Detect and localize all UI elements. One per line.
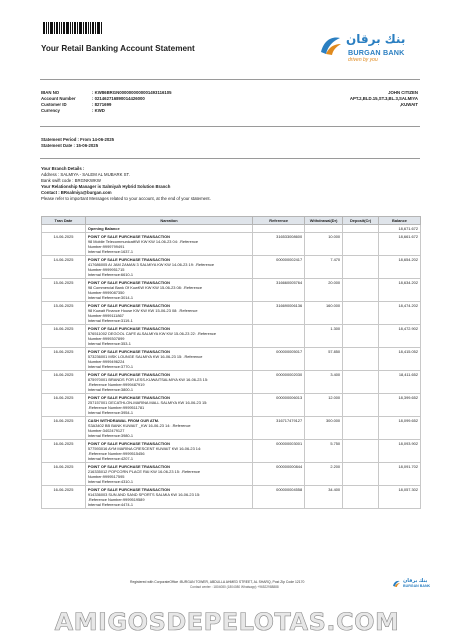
col-header-deposit: Deposit(Cr) bbox=[343, 217, 379, 225]
cell-date: 14-06-2025 bbox=[42, 233, 86, 256]
cell-narration bbox=[85, 279, 252, 302]
narration-title: POINT OF SALE PURCHASE TRANSACTION bbox=[87, 464, 170, 469]
cell-narration bbox=[85, 348, 252, 371]
narration-line: 875970001 BRANDS FOR LESS-KUWAITSALMIYA KW 16-06-23 15: bbox=[87, 377, 209, 382]
table-row bbox=[42, 440, 421, 463]
cell-withdrawal: 300.000 bbox=[305, 417, 343, 440]
cell-narration bbox=[85, 256, 252, 279]
table-row bbox=[42, 279, 421, 302]
narration-line: 98 Commercial Bank Of KuwKW KW KW 15-06-23 08: .Reference bbox=[87, 285, 203, 290]
cell-narration bbox=[85, 302, 252, 325]
cell-withdrawal: 34.400 bbox=[305, 486, 343, 509]
narration-line: Number:9999951715 bbox=[87, 267, 125, 272]
narration-line: Number:9999517595 bbox=[87, 474, 125, 479]
cell-withdrawal: 12.000 bbox=[305, 394, 343, 417]
narration-line: .Reference Number:9999519589 bbox=[87, 497, 145, 502]
cell-deposit bbox=[343, 394, 379, 417]
cell-deposit bbox=[343, 325, 379, 348]
narration-title: POINT OF SALE PURCHASE TRANSACTION bbox=[87, 372, 170, 377]
narration-line: 216335012 POPCORN PLACE RAI KW 16-06-23 15: .Reference bbox=[87, 469, 201, 474]
cell-withdrawal: 5.750 bbox=[305, 440, 343, 463]
barcode-bar bbox=[95, 22, 96, 34]
barcode-bar bbox=[79, 22, 82, 34]
cell-date: 16-06-2025 bbox=[42, 394, 86, 417]
cell-withdrawal: 3.400 bbox=[305, 371, 343, 394]
cell-reference: 000000002417 bbox=[253, 256, 305, 279]
iban-value: : KW86BRGN0000000000001493116105 bbox=[92, 90, 172, 95]
cell-date: 14-06-2025 bbox=[42, 256, 86, 279]
narration-line: S3A3402 BB BANK KUWAIT _KW 16-06-23 14: .Reference bbox=[87, 423, 191, 428]
barcode-bar bbox=[83, 22, 84, 34]
footer-registration: Registered with CorporateOffice :BURGAN TOWER, ABDULLA AHMED STREET, AL SHARQ, Post Zip Code 12170 bbox=[130, 580, 305, 584]
cell-deposit bbox=[343, 463, 379, 486]
barcode-bar bbox=[54, 22, 55, 34]
cell-withdrawal: 57.850 bbox=[305, 348, 343, 371]
narration-title: POINT OF SALE PURCHASE TRANSACTION bbox=[87, 349, 170, 354]
barcode-bar bbox=[70, 22, 71, 34]
cell-reference: 000000006013 bbox=[253, 394, 305, 417]
period-divider bbox=[40, 158, 420, 159]
narration-line: 417686005 AI JAM ZAMAN 3 SALMIYA KW KW 14-06-23 19: .Reference bbox=[87, 262, 215, 267]
branch-contact: Contact : BRsalmiya@burgan.com bbox=[41, 190, 112, 195]
barcode-bar bbox=[90, 22, 91, 34]
barcode-bar bbox=[101, 22, 102, 34]
customer-id-value: : 8271699 bbox=[92, 102, 112, 107]
narration-title: CASH WITHDRAWAL FROM OUR ATM. bbox=[87, 418, 160, 423]
cell-balance: 18,057.302 bbox=[379, 486, 421, 509]
narration-line: Internal Reference:3800-1 bbox=[87, 387, 134, 392]
narration-line: 576511002 DEGOOL CAFE ALSALMIYA KW KW 15-06-23 22: .Reference bbox=[87, 331, 217, 336]
narration-line: Internal Reference:3119-1 bbox=[87, 318, 133, 323]
branch-heading: Your Branch Details : bbox=[41, 166, 85, 171]
account-number-value: : 021462716890014426000 bbox=[92, 96, 145, 101]
footer-contact: Contact center : 1804080 (1804080 Whatsapp) +96522988888 bbox=[190, 585, 279, 589]
barcode-bar bbox=[77, 22, 78, 34]
col-header-date: Tran Date bbox=[42, 217, 86, 225]
cell-balance: 18,472.902 bbox=[379, 325, 421, 348]
cell-date: 16-06-2025 bbox=[42, 325, 86, 348]
narration-line: Number:3402479127 bbox=[87, 428, 125, 433]
narration-line: .Reference Number:9999515456 bbox=[87, 451, 145, 456]
holder-name: JOHN CITIZEN bbox=[388, 90, 418, 95]
bank-logo bbox=[318, 30, 423, 72]
barcode bbox=[43, 22, 103, 34]
barcode-bar bbox=[50, 22, 53, 34]
narration-line: Number:9999307899 bbox=[87, 336, 125, 341]
col-header-reference: Reference bbox=[253, 217, 305, 225]
cell-withdrawal: 10.000 bbox=[305, 233, 343, 256]
cell-narration bbox=[85, 417, 252, 440]
cell-date: 16-06-2025 bbox=[42, 348, 86, 371]
narration-title: POINT OF SALE PURCHASE TRANSACTION bbox=[87, 257, 170, 262]
narration-line: .Reference Number:9999511781 bbox=[87, 405, 145, 410]
narration-line: Internal Reference:3980-1 bbox=[87, 433, 134, 438]
table-row bbox=[42, 486, 421, 509]
table-row bbox=[42, 394, 421, 417]
cell-withdrawal: 2.200 bbox=[305, 463, 343, 486]
cell-reference: 316690006136 bbox=[253, 302, 305, 325]
cell-reference bbox=[253, 325, 305, 348]
cell-withdrawal: 7.470 bbox=[305, 256, 343, 279]
table-row bbox=[42, 371, 421, 394]
barcode-bar bbox=[97, 22, 100, 34]
narration-line: Number:9999087350 bbox=[87, 290, 125, 295]
table-row bbox=[42, 225, 421, 233]
holder-address-line-1: APT.2,BLD.15,ST.3,BL.3,SALMIYA bbox=[349, 96, 418, 101]
cell-withdrawal: 1.300 bbox=[305, 325, 343, 348]
cell-deposit bbox=[343, 233, 379, 256]
cell-deposit bbox=[343, 486, 379, 509]
cell-balance: 18,474.202 bbox=[379, 302, 421, 325]
cell-narration bbox=[85, 325, 252, 348]
col-header-withdrawal: Withdrawal(Dr) bbox=[305, 217, 343, 225]
barcode-bar bbox=[88, 22, 89, 34]
cell-date: 16-06-2025 bbox=[42, 440, 86, 463]
narration-line: 98 Kuwait Finance House KW KW KW 15-06-23 08: .Reference bbox=[87, 308, 198, 313]
barcode-bar bbox=[74, 22, 76, 34]
footer bbox=[130, 580, 430, 594]
footer-logo-mark-icon bbox=[392, 579, 401, 588]
table-row bbox=[42, 463, 421, 486]
narration-line: Number:9999111867 bbox=[87, 313, 124, 318]
burgan-logo-mark-icon bbox=[318, 32, 344, 58]
narration-line: 573236001 MSK LOUNGE SALMIYA KW 16-06-23 15: .Reference bbox=[87, 354, 203, 359]
bank-tagline: driven by you bbox=[348, 57, 378, 63]
cell-deposit bbox=[343, 417, 379, 440]
important-note: Please refer to important Messages related to your account, at the end of your statement. bbox=[41, 196, 211, 201]
barcode-bar bbox=[43, 22, 45, 34]
narration-line: Number:9999799491 bbox=[87, 244, 125, 249]
cell-reference: 316660005764 bbox=[253, 279, 305, 302]
barcode-bar bbox=[59, 22, 60, 34]
cell-date: 16-06-2025 bbox=[42, 463, 86, 486]
bank-name-english: BURGAN BANK bbox=[348, 48, 405, 57]
table-row bbox=[42, 348, 421, 371]
cell-date: 16-06-2025 bbox=[42, 486, 86, 509]
statement-title: Your Retail Banking Account Statement bbox=[41, 44, 195, 53]
barcode-bar bbox=[56, 22, 58, 34]
narration-line: Internal Reference:3770-1 bbox=[87, 364, 134, 369]
narration-line: Internal Reference:4474-1 bbox=[87, 502, 134, 507]
narration-line: 577593016 AYM MARINA CRESCENT KUWAIT KW 16-06-23 14: bbox=[87, 446, 202, 451]
barcode-bar bbox=[85, 22, 87, 34]
cell-balance: 18,099.652 bbox=[379, 417, 421, 440]
cell-narration bbox=[85, 225, 252, 233]
cell-balance: 18,399.652 bbox=[379, 394, 421, 417]
table-row bbox=[42, 233, 421, 256]
barcode-bar bbox=[72, 22, 73, 34]
cell-balance: 18,411.652 bbox=[379, 371, 421, 394]
customer-id-label: Customer ID bbox=[41, 102, 67, 107]
barcode-bar bbox=[92, 22, 94, 34]
cell-deposit bbox=[343, 225, 379, 233]
cell-date: 15-06-2025 bbox=[42, 302, 86, 325]
cell-reference bbox=[253, 225, 305, 233]
iban-label: IBAN NO bbox=[41, 90, 60, 95]
header-divider bbox=[40, 79, 420, 80]
cell-balance: 18,415.052 bbox=[379, 348, 421, 371]
cell-balance: 18,634.202 bbox=[379, 279, 421, 302]
narration-line: Number:9999496224 bbox=[87, 359, 125, 364]
narration-line: Internal Reference:3014-1 bbox=[87, 295, 134, 300]
cell-reference: 000000000844 bbox=[253, 463, 305, 486]
cell-deposit bbox=[343, 256, 379, 279]
table-header-row bbox=[42, 217, 421, 225]
narration-line: .Reference Number:9999487919 bbox=[87, 382, 145, 387]
cell-date bbox=[42, 225, 86, 233]
statement-period: Statement Period : From 14-06-2025 bbox=[41, 137, 115, 142]
barcode-bar bbox=[48, 22, 49, 34]
barcode-bar bbox=[63, 22, 65, 34]
cell-balance: 18,093.902 bbox=[379, 440, 421, 463]
watermark: AMIGOSDEPELOTAS.COM bbox=[54, 608, 400, 636]
barcode-bar bbox=[46, 22, 47, 34]
table-row bbox=[42, 256, 421, 279]
cell-narration bbox=[85, 440, 252, 463]
cell-balance: 18,654.202 bbox=[379, 256, 421, 279]
barcode-bar bbox=[66, 22, 69, 34]
narration-line: Internal Reference:4310-1 bbox=[87, 479, 134, 484]
narration-title: POINT OF SALE PURCHASE TRANSACTION bbox=[87, 326, 170, 331]
narration-line: 98 Mobile TelecommunicatKW KW KW 14-06-23 04: .Reference bbox=[87, 239, 199, 244]
cell-withdrawal bbox=[305, 225, 343, 233]
cell-reference: 000000002030 bbox=[253, 371, 305, 394]
narration-title: POINT OF SALE PURCHASE TRANSACTION bbox=[87, 395, 170, 400]
narration-line: Internal Reference:353-1 bbox=[87, 341, 131, 346]
branch-swift: Bank swift code : BRGNKWKW bbox=[41, 178, 101, 183]
narration-title: POINT OF SALE PURCHASE TRANSACTION bbox=[87, 441, 170, 446]
narration-title: POINT OF SALE PURCHASE TRANSACTION bbox=[87, 487, 170, 492]
narration-title: Opening Balance bbox=[87, 226, 120, 231]
transactions-table bbox=[41, 216, 421, 509]
relationship-manager: Your Relationship Manager is Salmiyah Hybrid Solution Branch bbox=[41, 184, 171, 189]
account-number-label: Account Number bbox=[41, 96, 76, 101]
narration-line: Internal Reference:4207-1 bbox=[87, 456, 134, 461]
cell-reference: 000000004558 bbox=[253, 486, 305, 509]
cell-reference: 316533008600 bbox=[253, 233, 305, 256]
cell-reference: 000000003001 bbox=[253, 440, 305, 463]
col-header-balance: Balance bbox=[379, 217, 421, 225]
cell-narration bbox=[85, 394, 252, 417]
table-row bbox=[42, 302, 421, 325]
cell-narration bbox=[85, 371, 252, 394]
col-header-narration: Narration bbox=[85, 217, 252, 225]
narration-line: Internal Reference:3954-1 bbox=[87, 410, 134, 415]
cell-date: 15-06-2025 bbox=[42, 279, 86, 302]
footer-logo-arabic: بنك برقان bbox=[403, 578, 428, 584]
narration-line: 914336003 SUN AND SAND SPORTS SALMIA KW 16-06-23 15: bbox=[87, 492, 201, 497]
narration-line: 257157001 DECATHLON-MARINA MALL SALMIYA KW 16-06-23 15: bbox=[87, 400, 208, 405]
narration-title: POINT OF SALE PURCHASE TRANSACTION bbox=[87, 234, 170, 239]
bank-name-arabic: بنك برقان bbox=[346, 32, 406, 46]
cell-narration bbox=[85, 486, 252, 509]
narration-line: Internal Reference:1637-1 bbox=[87, 249, 134, 254]
cell-narration bbox=[85, 463, 252, 486]
narration-line: Internal Reference:6610-1 bbox=[87, 272, 134, 277]
cell-date: 16-06-2025 bbox=[42, 417, 86, 440]
cell-deposit bbox=[343, 302, 379, 325]
currency-label: Currency bbox=[41, 108, 60, 113]
cell-balance: 18,091.702 bbox=[379, 463, 421, 486]
cell-deposit bbox=[343, 279, 379, 302]
cell-balance: 18,671.672 bbox=[379, 225, 421, 233]
branch-address: Address : SALMIYA - SALEM AL MUBARK ST. bbox=[41, 172, 130, 177]
narration-title: POINT OF SALE PURCHASE TRANSACTION bbox=[87, 280, 170, 285]
cell-reference: 316717479127 bbox=[253, 417, 305, 440]
cell-date: 16-06-2025 bbox=[42, 371, 86, 394]
cell-narration bbox=[85, 233, 252, 256]
cell-balance: 18,661.672 bbox=[379, 233, 421, 256]
cell-deposit bbox=[343, 348, 379, 371]
footer-logo bbox=[392, 578, 432, 592]
table-row bbox=[42, 325, 421, 348]
cell-reference: 000000005017 bbox=[253, 348, 305, 371]
cell-withdrawal: 160.000 bbox=[305, 302, 343, 325]
cell-deposit bbox=[343, 440, 379, 463]
narration-title: POINT OF SALE PURCHASE TRANSACTION bbox=[87, 303, 170, 308]
footer-logo-english: BURGAN BANK bbox=[403, 584, 431, 588]
currency-value: : KWD bbox=[92, 108, 105, 113]
barcode-bar bbox=[61, 22, 62, 34]
cell-withdrawal: 20.000 bbox=[305, 279, 343, 302]
table-row bbox=[42, 417, 421, 440]
holder-address-line-2: ,KUWAIT bbox=[399, 102, 418, 107]
account-divider bbox=[40, 126, 420, 127]
cell-deposit bbox=[343, 371, 379, 394]
statement-date: Statement Date : 15-06-2025 bbox=[41, 143, 99, 148]
